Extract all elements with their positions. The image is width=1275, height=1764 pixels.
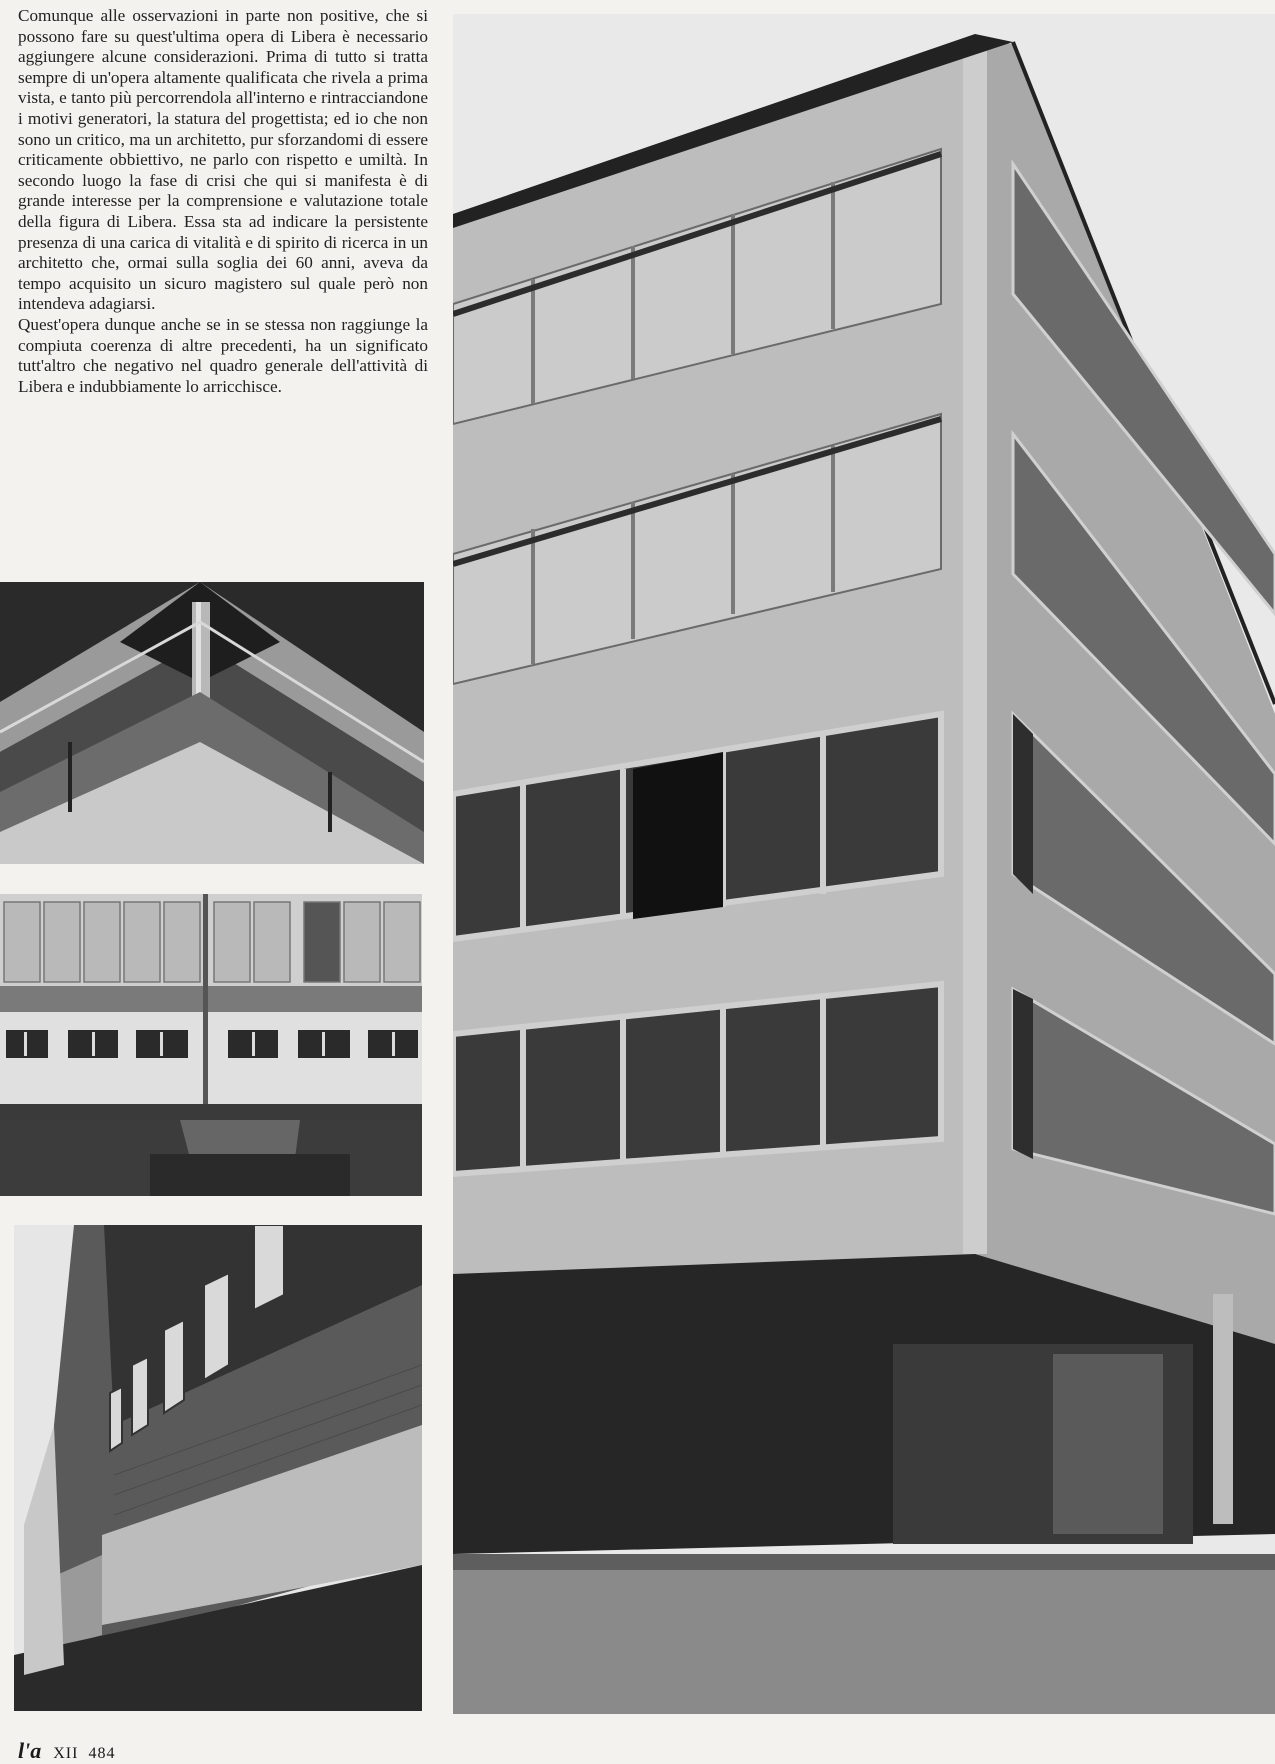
photo-low-angle-facade: [14, 1225, 422, 1711]
article-paragraph-1: Comunque alle osservazioni in parte non positive, che si possono fare su quest'ultima opera di Libera è necessario aggiungere alcune considerazioni. Prima di tutto si tratta sempre di un'opera altamente qualificata che rivela a prima vista, e tanto più percorrendola all'interno e rintracciandone i motivi generatori, la statura del progettista; ed io che non sono un critico, ma un architetto, pur sforzandomi di essere criticamente obbiettivo, ne parlo con rispetto e umiltà. In secondo luogo la fase di crisi che qui si manifesta è di grande interesse per la comprensione e valutazione totale della figura di Libera. Essa sta ad indicare la persistente presenza di una carica di vitalità e di spirito di ricerca in un architetto che, ormai sulla soglia dei 60 anni, aveva da tempo acquisito un sicuro magistero sul quale però non intendeva adagiarsi.: [18, 6, 428, 314]
photo-ceiling-corner: [0, 582, 424, 864]
photo-bridge-elevation: [0, 894, 422, 1196]
article-paragraph-2: Quest'opera dunque anche se in se stessa non raggiunge la compiuta coerenza di altre precedenti, ha un significato tutt'altro che negativo nel quadro generale dell'attività di Libera e indubbiamente lo arricchisce.: [18, 314, 428, 396]
magazine-logo: l'a: [18, 1738, 42, 1763]
page-number: 484: [88, 1745, 116, 1762]
photo-building-corner: [453, 14, 1275, 1714]
page-footer: [18, 1738, 318, 1763]
article-text: [18, 6, 428, 397]
issue-number: XII: [53, 1745, 79, 1762]
